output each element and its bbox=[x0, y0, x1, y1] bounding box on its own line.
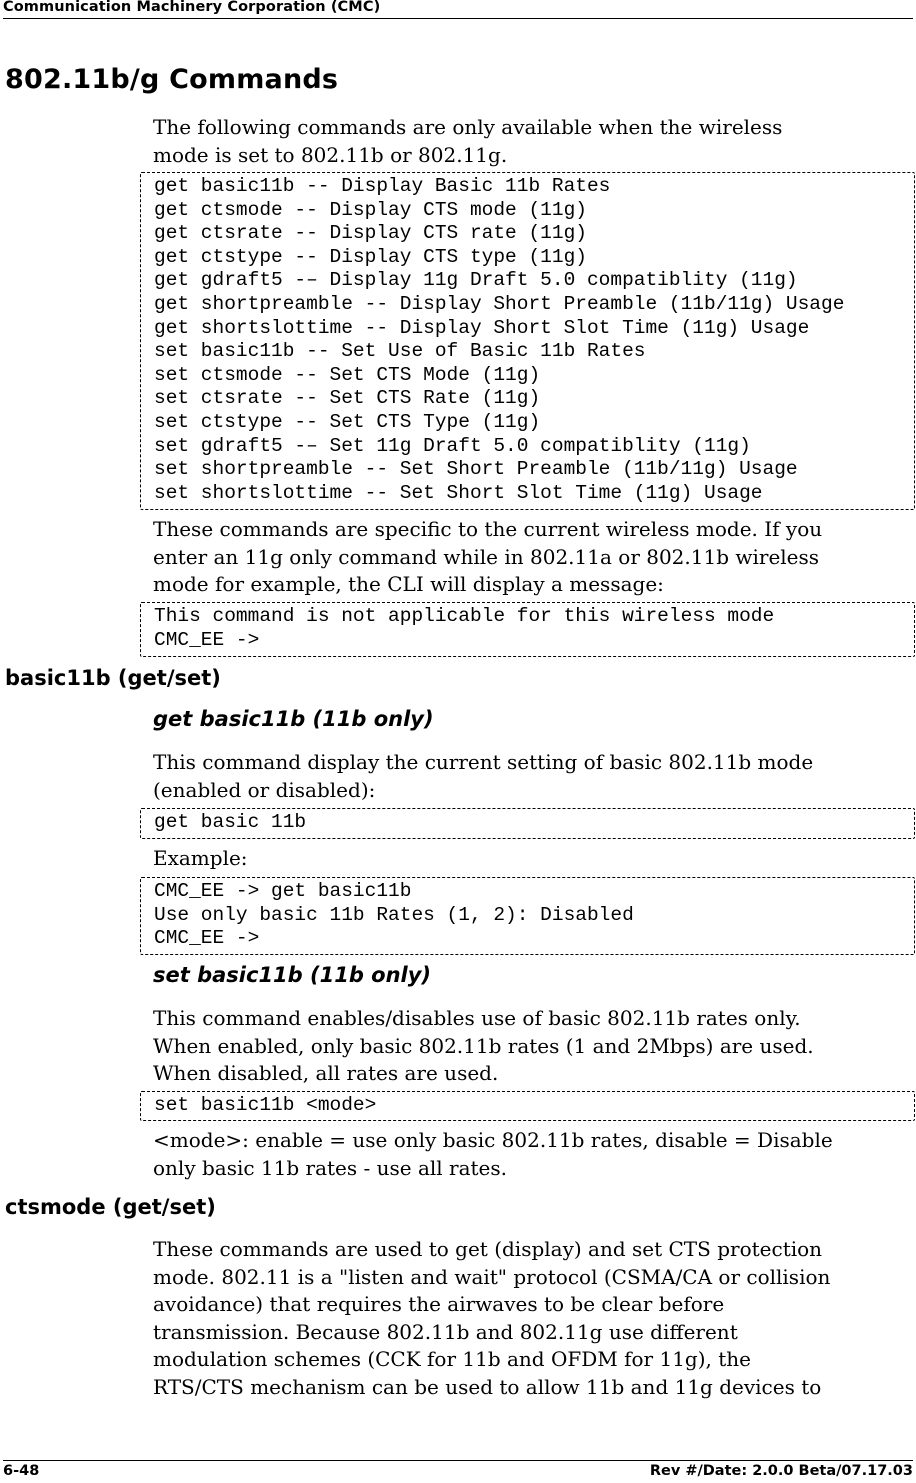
set-basic11b-heading: set basic11b (11b only) bbox=[153, 963, 432, 987]
code-line: Use only basic 11b Rates (1, 2): Disabled bbox=[154, 903, 634, 926]
ctsmode-heading: ctsmode (get/set) bbox=[5, 1195, 216, 1219]
ctsmode-description: These commands are used to get (display) and set CTS protection mode. 802.11 is a "listen and wait" protocol (CSMA/CA or collision avoidance) that requires the airwaves to be clear before transmission. Because 802.11b and 802.11g use different modulation schemes (CCK for 11b and OFDM for 11g), the RTS/CTS mechanism can be used to allow 11b and 11g devices to bbox=[153, 1237, 831, 1399]
code-line: get basic 11b bbox=[154, 811, 307, 833]
code-line: CMC_EE -> bbox=[154, 628, 260, 651]
code-line: set ctsrate -- Set CTS Rate (11g) bbox=[154, 387, 541, 410]
get-basic11b-heading: get basic11b (11b only) bbox=[153, 707, 434, 731]
revision-info: Rev #/Date: 2.0.0 Beta/07.17.03 bbox=[649, 1463, 913, 1479]
intro-paragraph: The following commands are only available when the wireless mode is set to 802.11b or 802.11g. bbox=[153, 115, 783, 167]
code-line: get shortpreamble -- Display Short Preamble (11b/11g) Usage bbox=[154, 292, 845, 315]
header-title: Communication Machinery Corporation (CMC) bbox=[3, 0, 381, 15]
basic11b-heading: basic11b (get/set) bbox=[5, 666, 221, 690]
code-line: get shortslottime -- Display Short Slot Time (11g) Usage bbox=[154, 316, 810, 339]
code-line: get ctstype -- Display CTS type (11g) bbox=[154, 245, 587, 268]
example-label: Example: bbox=[153, 846, 248, 870]
code-line: set shortslottime -- Set Short Slot Time (11g) Usage bbox=[154, 481, 763, 504]
code-line: get ctsrate -- Display CTS rate (11g) bbox=[154, 222, 587, 245]
commands-code-block bbox=[140, 172, 915, 510]
page-header bbox=[3, 0, 913, 19]
section-title: 802.11b/g Commands bbox=[5, 64, 339, 95]
set-basic11b-description: This command enables/disables use of basic 802.11b rates only. When enabled, only basic 802.11b rates (1 and 2Mbps) are used. When disabled, all rates are used. bbox=[153, 1006, 814, 1085]
code-line: set gdraft5 -– Set 11g Draft 5.0 compatiblity (11g) bbox=[154, 434, 751, 457]
example-code-block bbox=[140, 877, 915, 955]
code-line: get ctsmode -- Display CTS mode (11g) bbox=[154, 198, 587, 221]
code-line: get basic11b -- Display Basic 11b Rates bbox=[154, 175, 611, 197]
code-line: CMC_EE -> get basic11b bbox=[154, 880, 412, 902]
page-number: 6-48 bbox=[3, 1463, 40, 1479]
code-line: set basic11b -- Set Use of Basic 11b Rates bbox=[154, 340, 646, 363]
message-code-block bbox=[140, 602, 915, 657]
set-basic11b-syntax-block bbox=[140, 1091, 915, 1121]
get-basic11b-syntax-block bbox=[140, 808, 915, 839]
code-line: set ctstype -- Set CTS Type (11g) bbox=[154, 410, 541, 433]
code-line: CMC_EE -> bbox=[154, 927, 260, 950]
code-line: set basic11b <mode> bbox=[154, 1094, 377, 1116]
page-footer bbox=[3, 1460, 913, 1483]
code-line: set ctsmode -- Set CTS Mode (11g) bbox=[154, 363, 541, 386]
code-line: set shortpreamble -- Set Short Preamble (11b/11g) Usage bbox=[154, 458, 798, 481]
code-line: get gdraft5 -– Display 11g Draft 5.0 compatiblity (11g) bbox=[154, 269, 798, 292]
get-basic11b-description: This command display the current setting of basic 802.11b mode (enabled or disabled): bbox=[153, 750, 814, 802]
code-line: This command is not applicable for this wireless mode bbox=[154, 605, 775, 627]
mode-description: <mode>: enable = use only basic 802.11b rates, disable = Disable only basic 11b rates - use all rates. bbox=[153, 1128, 833, 1180]
specific-note-paragraph: These commands are specific to the current wireless mode. If you enter an 11g only command while in 802.11a or 802.11b wireless mode for example, the CLI will display a message: bbox=[153, 517, 823, 596]
